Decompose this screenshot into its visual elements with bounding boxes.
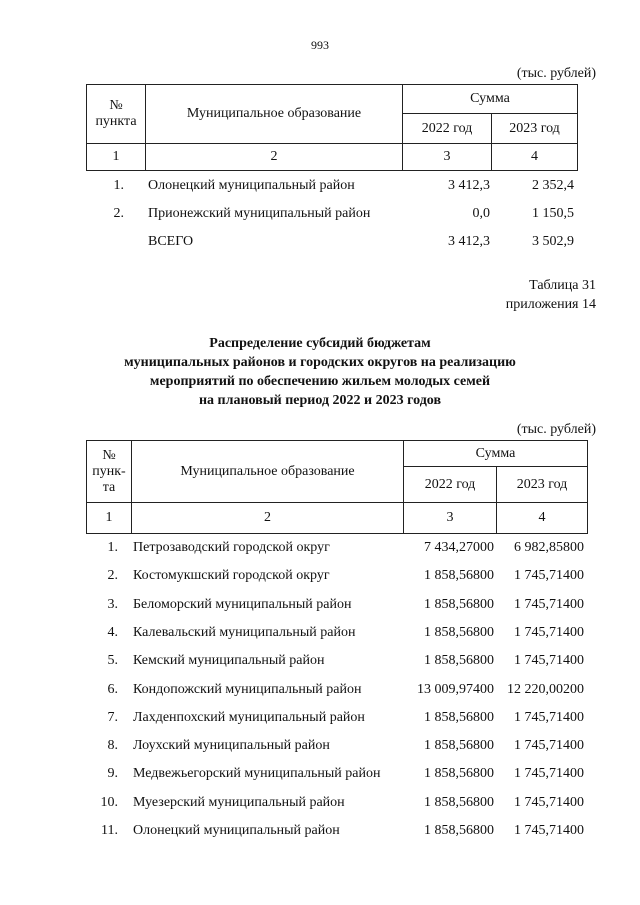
title-line-2: муниципальных районов и городских округов на реализацию xyxy=(124,355,516,370)
header-col-3: 3 xyxy=(404,503,497,534)
header-2022: 2022 год xyxy=(403,114,492,144)
row-value-2023: 1 745,71400 xyxy=(514,738,584,753)
table2-header xyxy=(86,440,588,534)
table-row xyxy=(0,205,640,223)
header-sum: Сумма xyxy=(403,85,578,114)
row-number: 9. xyxy=(107,766,118,781)
row-value-2023: 1 745,71400 xyxy=(514,568,584,583)
row-value-2023: 1 745,71400 xyxy=(514,823,584,838)
row-value-2022: 7 434,27000 xyxy=(424,540,494,555)
row-value-2022: 1 858,56800 xyxy=(424,766,494,781)
header-sum: Сумма xyxy=(404,441,588,467)
header-col-3: 3 xyxy=(403,144,492,171)
row-number: 2. xyxy=(107,568,118,583)
row-value-2022: 1 858,56800 xyxy=(424,625,494,640)
row-number: 4. xyxy=(107,625,118,640)
row-number: 7. xyxy=(107,710,118,725)
title-line-4: на плановый период 2022 и 2023 годов xyxy=(198,393,442,408)
row-name: Лоухский муниципальный район xyxy=(133,738,330,753)
row-number: 2. xyxy=(113,206,124,221)
row-name: Беломорский муниципальный район xyxy=(133,597,352,612)
header-2022: 2022 год xyxy=(404,467,497,503)
appendix-number: приложения 14 xyxy=(505,297,596,312)
table-row xyxy=(0,177,640,195)
row-value-2023: 1 745,71400 xyxy=(514,597,584,612)
row-name: Олонецкий муниципальный район xyxy=(148,178,355,193)
page-number: 993 xyxy=(311,38,329,52)
table-row xyxy=(0,681,640,699)
row-value-2023: 1 745,71400 xyxy=(514,625,584,640)
header-num: № пунк-та xyxy=(87,441,132,503)
table-number: Таблица 31 xyxy=(529,278,596,293)
row-value-2022: 0,0 xyxy=(472,206,490,221)
row-name: Олонецкий муниципальный район xyxy=(133,823,340,838)
row-name: Кемский муниципальный район xyxy=(133,653,325,668)
table-row xyxy=(0,539,640,557)
row-name: Кондопожский муниципальный район xyxy=(133,682,362,697)
row-value-2023: 1 745,71400 xyxy=(514,710,584,725)
table-row xyxy=(0,822,640,840)
header-name: Муниципальное образование xyxy=(146,85,403,144)
table-row xyxy=(0,737,640,755)
table2-unit: (тыс. рублей) xyxy=(516,422,596,437)
row-name: Прионежский муниципальный район xyxy=(148,206,371,221)
row-value-2022: 1 858,56800 xyxy=(424,738,494,753)
row-name: Медвежьегорский муниципальный район xyxy=(133,766,381,781)
title-line-3: мероприятий по обеспечению жильем молодых семей xyxy=(149,374,491,389)
header-col-4: 4 xyxy=(497,503,588,534)
table-row xyxy=(0,567,640,585)
row-number: 1. xyxy=(107,540,118,555)
row-value-2022: 1 858,56800 xyxy=(424,795,494,810)
row-value-2023: 2 352,4 xyxy=(532,178,574,193)
header-name: Муниципальное образование xyxy=(132,441,404,503)
row-name: Петрозаводский городской округ xyxy=(133,540,330,555)
row-value-2023: 6 982,85800 xyxy=(514,540,584,555)
row-number: 1. xyxy=(113,178,124,193)
row-value-2022: 1 858,56800 xyxy=(424,653,494,668)
row-value-2022: 3 412,3 xyxy=(448,234,490,249)
table-row-total xyxy=(0,233,640,251)
table-row xyxy=(0,794,640,812)
table-row xyxy=(0,709,640,727)
row-value-2022: 13 009,97400 xyxy=(417,682,494,697)
row-value-2023: 1 745,71400 xyxy=(514,766,584,781)
row-value-2023: 1 150,5 xyxy=(532,206,574,221)
row-value-2023: 1 745,71400 xyxy=(514,653,584,668)
table-row xyxy=(0,765,640,783)
row-name: Костомукшский городской округ xyxy=(133,568,330,583)
table-row xyxy=(0,596,640,614)
row-number: 3. xyxy=(107,597,118,612)
row-value-2022: 3 412,3 xyxy=(448,178,490,193)
header-2023: 2023 год xyxy=(492,114,578,144)
row-name: ВСЕГО xyxy=(148,234,194,249)
row-value-2022: 1 858,56800 xyxy=(424,568,494,583)
row-number: 5. xyxy=(107,653,118,668)
row-name: Лахденпохский муниципальный район xyxy=(133,710,365,725)
row-name: Калевальский муниципальный район xyxy=(133,625,356,640)
header-num: № пункта xyxy=(87,85,146,144)
header-col-1: 1 xyxy=(87,503,132,534)
table-row xyxy=(0,652,640,670)
row-number: 11. xyxy=(101,823,118,838)
header-col-2: 2 xyxy=(146,144,403,171)
header-col-4: 4 xyxy=(492,144,578,171)
row-value-2023: 3 502,9 xyxy=(532,234,574,249)
row-value-2022: 1 858,56800 xyxy=(424,597,494,612)
row-value-2023: 12 220,00200 xyxy=(507,682,584,697)
header-2023: 2023 год xyxy=(497,467,588,503)
header-col-2: 2 xyxy=(132,503,404,534)
row-number: 6. xyxy=(107,682,118,697)
table-row xyxy=(0,624,640,642)
row-name: Муезерский муниципальный район xyxy=(133,795,345,810)
row-value-2022: 1 858,56800 xyxy=(424,823,494,838)
row-value-2022: 1 858,56800 xyxy=(424,710,494,725)
table1-header xyxy=(86,84,578,171)
row-number: 10. xyxy=(100,795,118,810)
header-col-1: 1 xyxy=(87,144,146,171)
row-value-2023: 1 745,71400 xyxy=(514,795,584,810)
table1-unit: (тыс. рублей) xyxy=(516,66,596,81)
row-number: 8. xyxy=(107,738,118,753)
title-line-1: Распределение субсидий бюджетам xyxy=(209,336,431,351)
